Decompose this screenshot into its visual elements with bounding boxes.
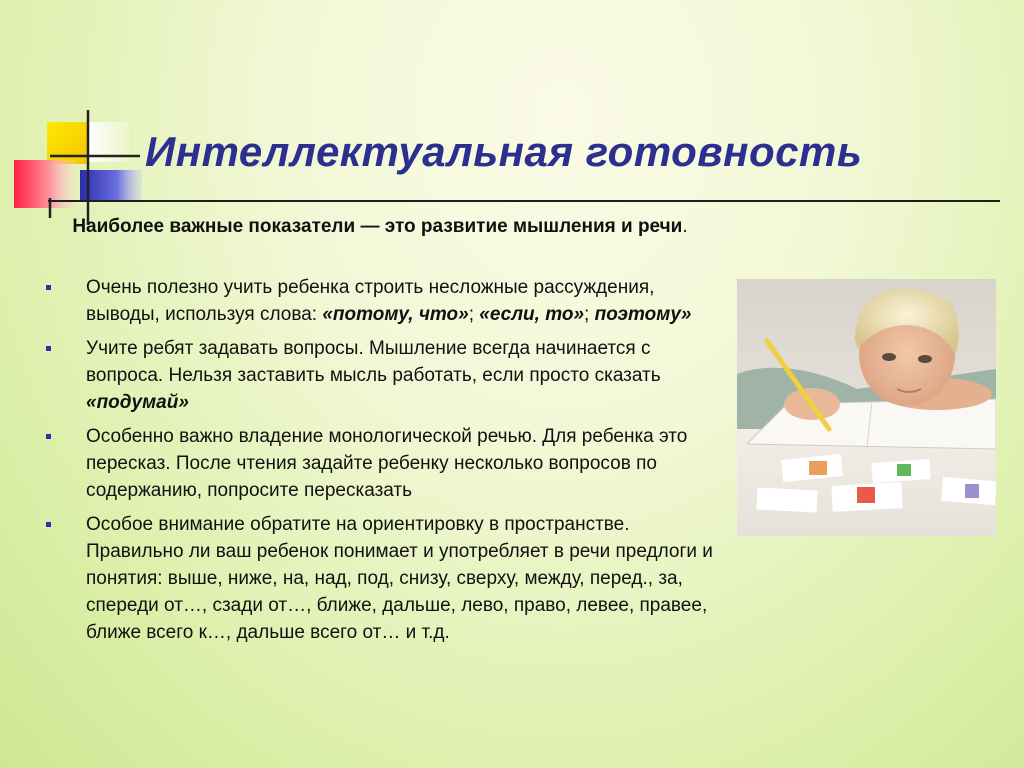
slide-subtitle xyxy=(60,214,700,240)
boy-writing-photo xyxy=(737,279,996,536)
square-bullet-icon xyxy=(46,434,51,439)
bullet-emphasis: поэтому» xyxy=(594,304,692,325)
bullet-item xyxy=(44,335,724,416)
bullet-item xyxy=(44,423,724,504)
bullet-list xyxy=(44,274,724,653)
bullet-text: Очень полезно учить ребенка строить несложные рассуждения, выводы, используя слова: xyxy=(86,277,655,325)
bullet-item xyxy=(44,511,724,646)
square-bullet-icon xyxy=(46,522,51,527)
bullet-text: Особенно важно владение монологической речью. Для ребенка это пересказ. После чтения задайте ребенку несколько вопросов по содержанию, попросите пересказать xyxy=(86,426,688,501)
bullet-text: Учите ребят задавать вопросы. Мышление всегда начинается с вопроса. Нельзя заставить мысль работать, если просто сказать xyxy=(86,338,661,386)
bullet-text: ; xyxy=(468,304,480,325)
bullet-item xyxy=(44,274,724,328)
bullet-text: Особое внимание обратите на ориентировку в пространстве. Правильно ли ваш ребенок понимает и употребляет в речи предлоги и понятия: выше, ниже, на, над, под, снизу, сверху, между, перед., за, спереди от…, сзади от…, ближе, дальше, лево, право, левее, правее, ближе всего к…, дальше всего от… и т.д. xyxy=(86,514,713,643)
corner-squares-decoration xyxy=(0,100,150,230)
bullet-emphasis: «подумай» xyxy=(86,392,189,413)
subtitle-period: . xyxy=(682,216,688,237)
square-bullet-icon xyxy=(46,346,51,351)
slide-title: Интеллектуальная готовность xyxy=(145,128,863,175)
bullet-emphasis: «если, то» xyxy=(479,304,585,325)
title-divider xyxy=(48,200,1000,202)
bullet-emphasis: «потому, что» xyxy=(322,304,469,325)
subtitle-text: Наиболее важные показатели — это развитие мышления и речи xyxy=(72,216,683,237)
bullet-text: ; xyxy=(584,304,595,325)
square-bullet-icon xyxy=(46,285,51,290)
